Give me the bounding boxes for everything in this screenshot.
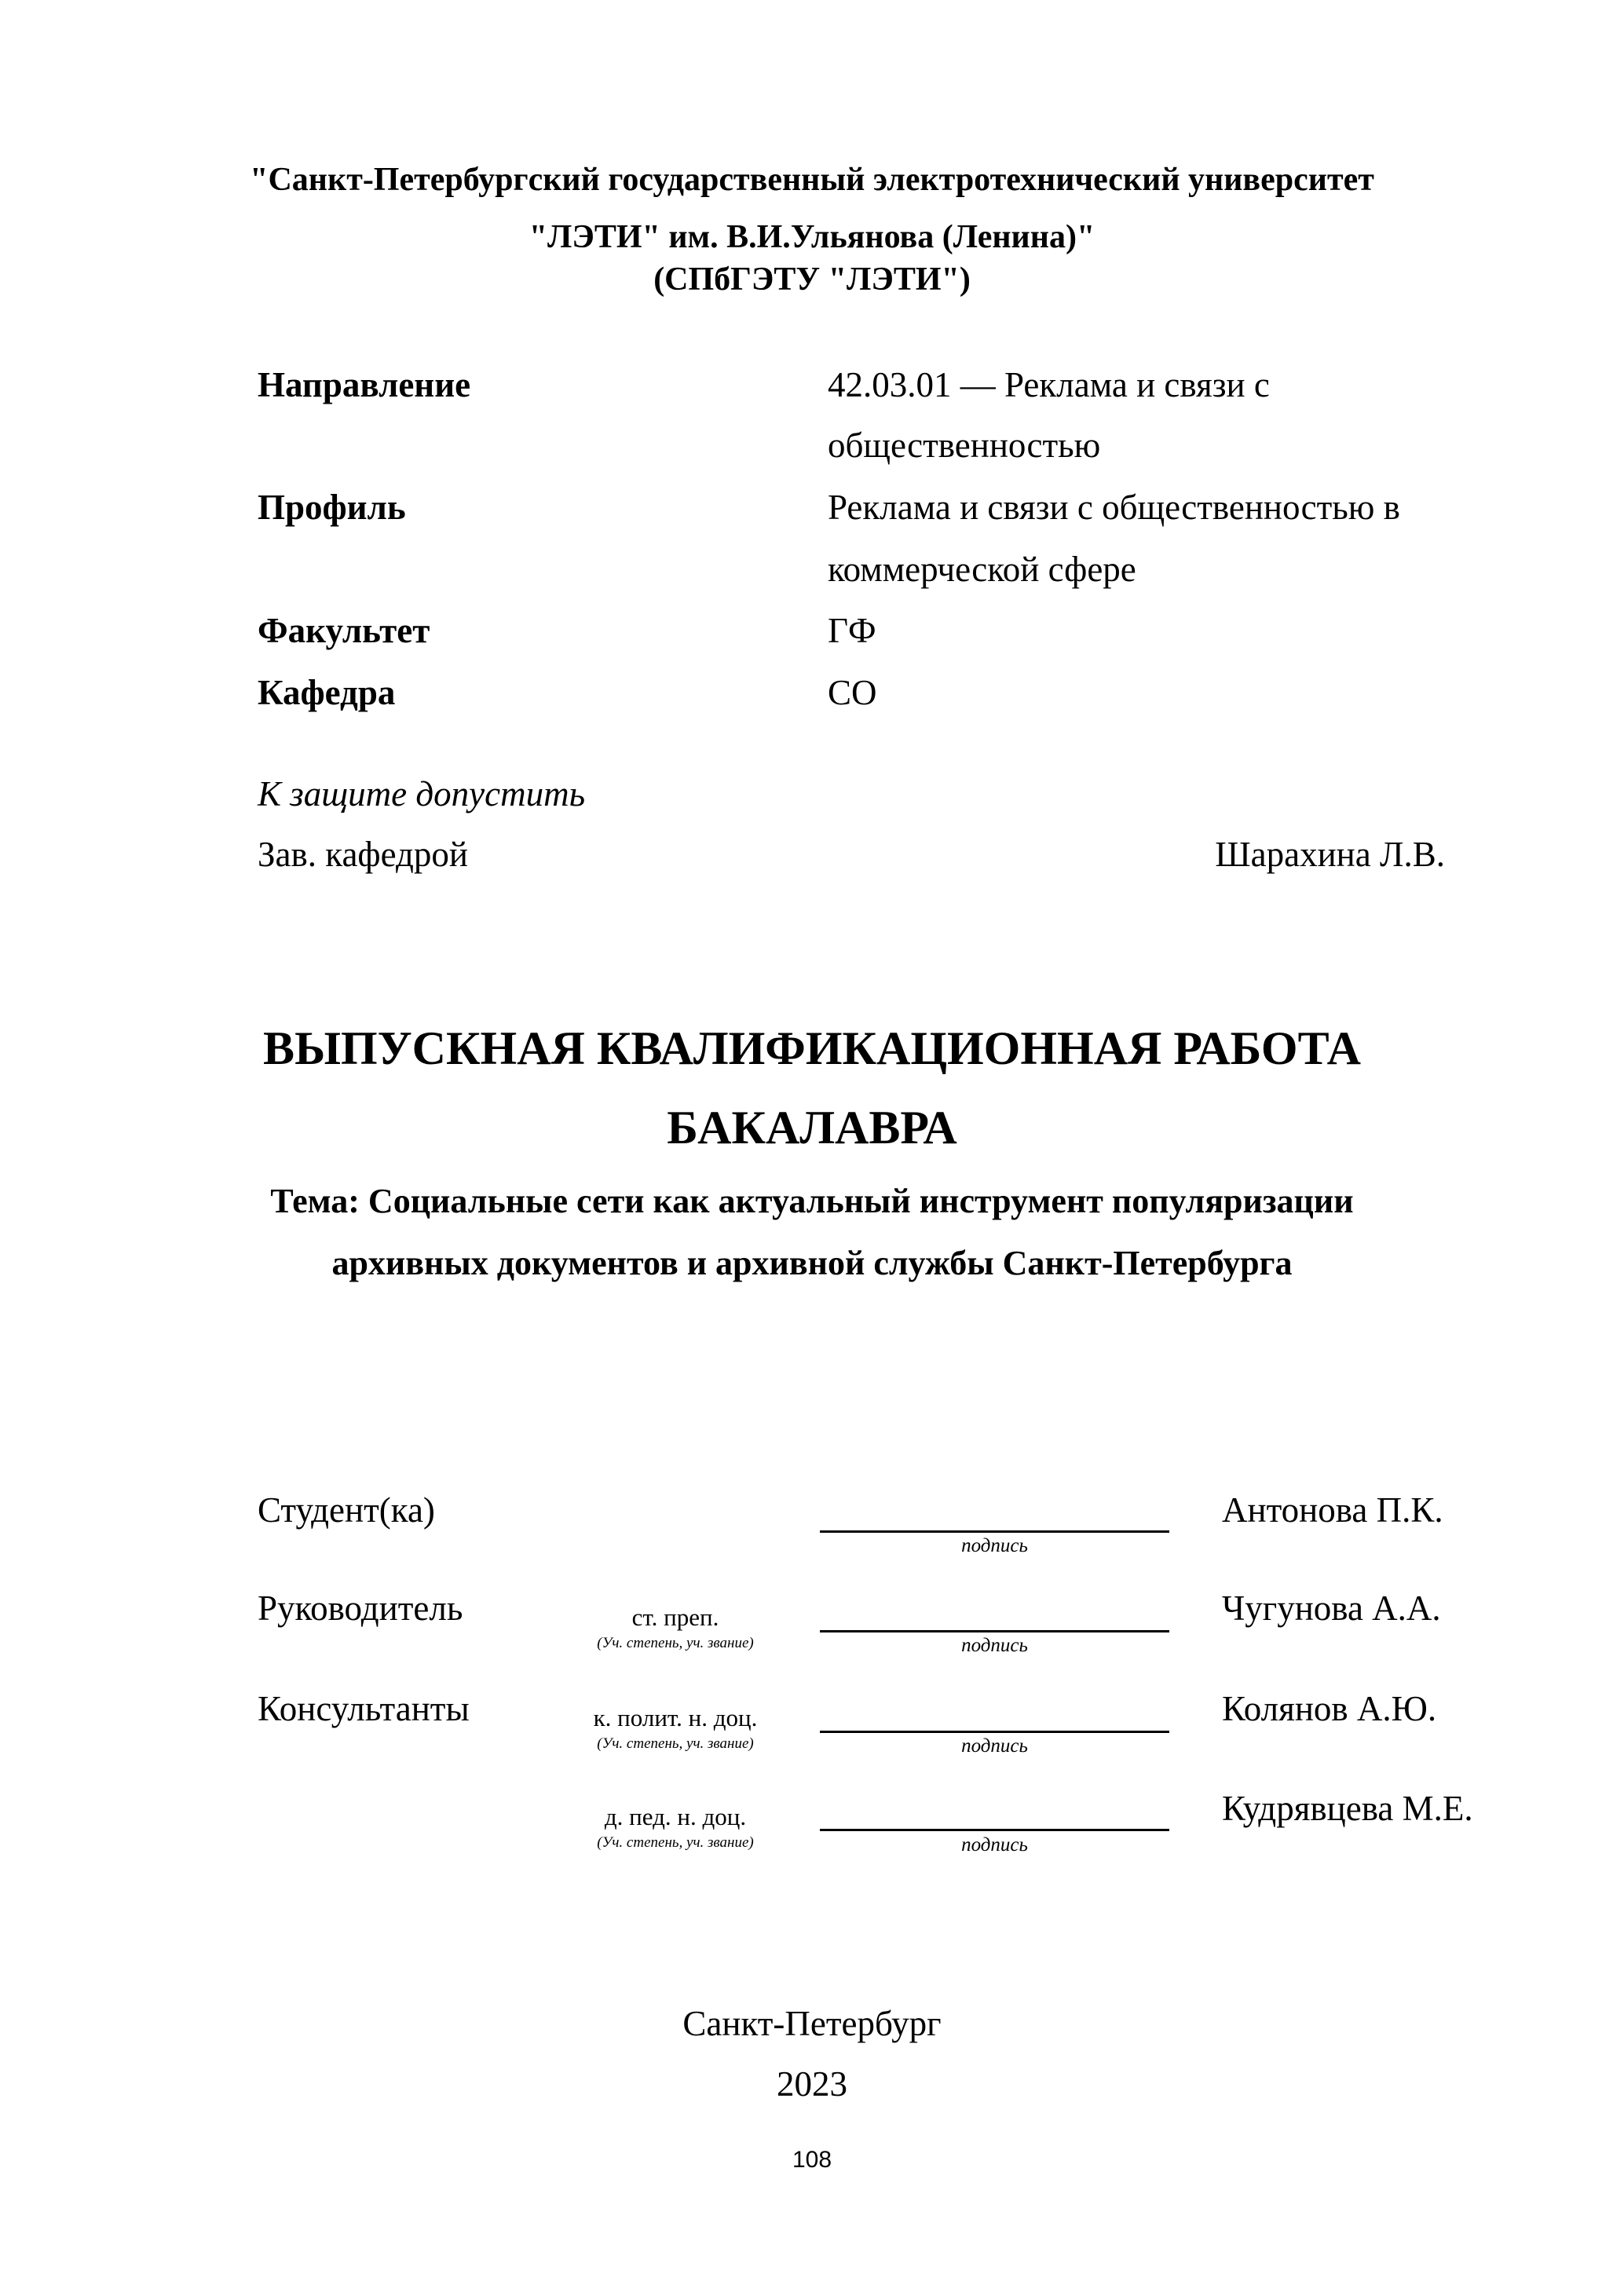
signature-line [820,1829,1169,1831]
university-name-line1: "Санкт-Петербургский государственный электротехнический университет [250,162,1374,198]
signature-name: Антонова П.К. [1222,1490,1443,1530]
info-value-faculty: ГФ [828,611,876,650]
signature-degree: д. пед. н. доц. [604,1803,747,1830]
signature-line [820,1530,1169,1533]
signature-line [820,1630,1169,1632]
signature-degree: к. полит. н. доц. [593,1704,758,1731]
university-name-line2: "ЛЭТИ" им. В.И.Ульянова (Ленина)" [529,219,1095,255]
signature-caption: подпись [961,1834,1028,1855]
footer-year: 2023 [777,2064,847,2104]
info-label-direction: Направление [258,365,471,404]
info-value-direction-1: 42.03.01 — Реклама и связи с [828,365,1270,404]
signature-name: Колянов А.Ю. [1222,1689,1437,1728]
signature-line [820,1731,1169,1733]
signature-role-student: Студент(ка) [258,1490,435,1530]
approval-name: Шарахина Л.В. [1215,835,1445,874]
theme-line2: архивных документов и архивной службы Санкт-Петербурга [331,1244,1293,1282]
theme-line1: Тема: Социальные сети как актуальный инструмент популяризации [270,1182,1354,1220]
info-value-profile-2: коммерческой сфере [828,550,1136,589]
info-value-profile-1: Реклама и связи с общественностью в [828,488,1400,527]
signature-degree-caption: (Уч. степень, уч. звание) [597,1735,754,1752]
signature-caption: подпись [961,1735,1028,1757]
university-abbr: (СПбГЭТУ "ЛЭТИ") [653,261,971,298]
info-label-faculty: Факультет [258,611,430,650]
page-number: 108 [792,2147,832,2173]
info-label-department: Кафедра [258,673,396,712]
signature-degree-caption: (Уч. степень, уч. звание) [597,1834,754,1851]
work-title-line2: БАКАЛАВРА [667,1102,957,1153]
signature-name: Чугунова А.А. [1222,1589,1441,1628]
work-title-line1: ВЫПУСКНАЯ КВАЛИФИКАЦИОННАЯ РАБОТА [263,1022,1361,1074]
info-value-direction-2: общественностью [828,426,1101,465]
signature-caption: подпись [961,1635,1028,1656]
signature-role-consultants: Консультанты [258,1689,470,1728]
approval-note: К защите допустить [258,774,586,813]
signature-name: Кудрявцева М.Е. [1222,1789,1473,1828]
signature-degree-caption: (Уч. степень, уч. звание) [597,1635,754,1651]
info-label-profile: Профиль [258,488,406,527]
info-value-department: СО [828,673,877,712]
signature-degree: ст. преп. [631,1603,719,1631]
signature-role-supervisor: Руководитель [258,1589,463,1628]
footer-city: Санкт-Петербург [682,2004,942,2043]
approval-role: Зав. кафедрой [258,835,468,874]
signature-caption: подпись [961,1535,1028,1556]
